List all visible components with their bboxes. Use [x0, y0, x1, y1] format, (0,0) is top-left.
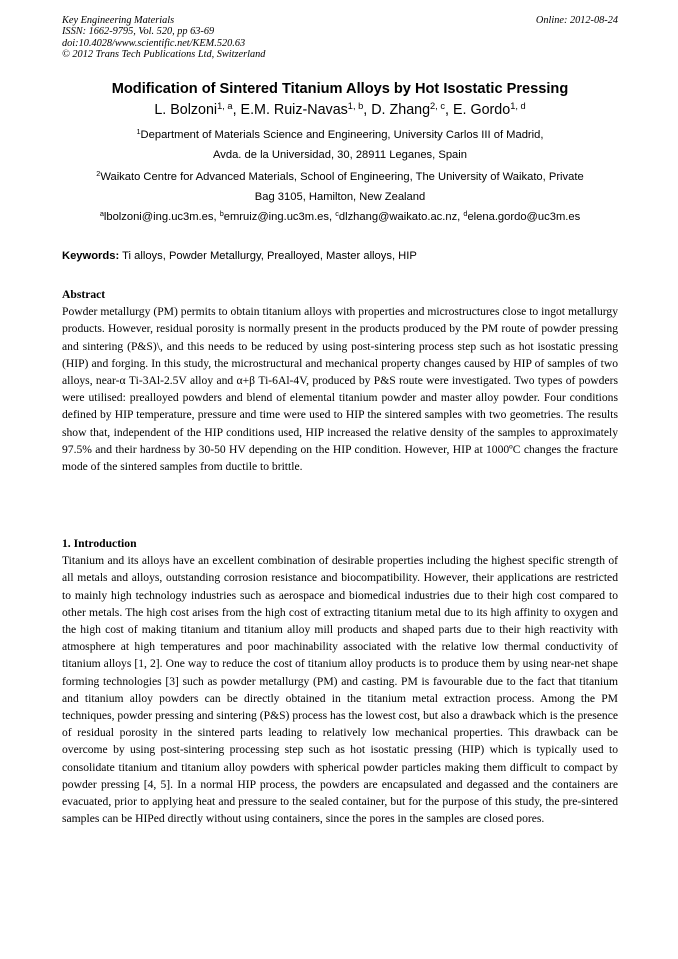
online-date: Online: 2012-08-24: [535, 15, 618, 26]
copyright-line: © 2012 Trans Tech Publications Ltd, Switzerland: [62, 49, 266, 61]
author-list: L. Bolzoni$^{1, a}$, E.M. Ruiz-Navas$^{1, b}$, D. Zhang$^{2, c}$, E. Gordo$^{1, d}$: [154, 100, 526, 118]
introduction-section: [62, 535, 618, 827]
abstract-heading: Abstract: [62, 288, 106, 301]
doi-line: doi:10.4028/www.scientific.net/KEM.520.63: [62, 37, 246, 49]
abstract-text: Powder metallurgy (PM) permits to obtain titanium alloys with properties and microstructures close to ingot metallurgy products. However, residual porosity is normally present in the products produced by the PM route of powder pressing and sintering (P&S)\, and this needs to be reduced by using post-sintering process step such as hot isostatic pressing (HIP) and forging. In this study, the microstructural and mechanical property changes caused by HIP of samples of two alloys, near-α Ti-3Al-2.5V alloy and α+β Ti-6Al-4V, produced by P&S route were investigated. Two types of powders were utilised: prealloyed powders and blend of elemental titanium powder and master alloy powder. Four conditions defined by HIP temperature, pressure and time were used to HIP the sintered samples with two geometries. The results show that, independent of the HIP conditions used, HIP increased the relative density of the samples to approximately 97.5% and their hardness by 30-50 HV depending on the HIP condition. However, HIP at 1000ºC changes the fracture mode of the sintered samples from ductile to brittle.: [62, 305, 618, 474]
paper-title: Modification of Sintered Titanium Alloys by Hot Isostatic Pressing: [111, 81, 569, 97]
issn-line: ISSN: 1662-9795, Vol. 520, pp 63-69: [62, 26, 215, 38]
keywords: [62, 248, 618, 264]
author: D. Zhang$^{2, c}$: [371, 100, 446, 118]
author: L. Bolzoni$^{1, a}$: [154, 100, 233, 118]
author: E. Gordo$^{1, d}$: [452, 100, 526, 118]
affiliation-2: $^2$Waikato Centre for Advanced Materials, School of Engineering, The University of Waikato, Private Bag 3105, Hamilton, New Zealand: [96, 169, 584, 203]
journal-header: [62, 15, 618, 61]
email-list: $^a$lbolzoni@ing.uc3m.es, $^b$emruiz@ing.uc3m.es, $^c$dlzhang@waikato.ac.nz, $^d$elena.gordo@uc3m.es: [99, 209, 581, 223]
email: lbolzoni@ing.uc3m.es,: [103, 211, 220, 223]
email: dlzhang@waikato.ac.nz,: [338, 211, 464, 223]
author: E.M. Ruiz-Navas$^{1, b}$: [240, 100, 364, 118]
keywords-text: Ti alloys, Powder Metallurgy, Prealloyed, Master alloys, HIP: [119, 250, 417, 262]
introduction-heading: 1. Introduction: [62, 537, 137, 550]
abstract-section: [62, 286, 618, 475]
email: emruiz@ing.uc3m.es,: [223, 211, 336, 223]
email: elena.gordo@uc3m.es: [467, 211, 581, 223]
introduction-text: Titanium and its alloys have an excellent combination of desirable properties including the highest specific strength of all metals and alloys, outstanding corrosion resistance and biocompatibility. However, their applications are restricted to mainly high technology industries such as aerospace and biomedical industries due to their high cost compared to other metals. The high cost arises from the high cost of extracting titanium metal due to its high affinity to oxygen and the high cost of making titanium and titanium alloy mill products and shaped parts due to their high reactivity with atmosphere at high temperatures and poor machinability associated with the relative low thermal conductivity of titanium alloys [1, 2]. One way to reduce the cost of titanium alloy products is to produce them by using near-net shape forming technologies [3] such as powder metallurgy (PM) and casting. PM is favourable due to the fact that titanium and titanium alloy powders can be directly obtained in the titanium metal extraction process. Among the PM techniques, powder pressing and sintering (P&S) process has the lowest cost, but also a drawback which is the presence of residual porosity in the sintered parts leading to relatively low mechanical properties. This drawback can be overcome by using post-sintering processing step such as hot isostatic pressing (HIP) which is typically used to consolidate titanium and titanium alloy powders with spherical powder particles making them difficult to compact by powder pressing [4, 5]. In a normal HIP process, the powders are encapsulated and degassed and the containers are evacuated, prior to applying heat and pressure to the sealed container, but for the purpose of this study, the pre-sintered samples can be HIPed directly without using containers, since the pores in the samples are closed pores.: [62, 554, 618, 826]
keywords-label: Keywords:: [62, 250, 120, 262]
journal-name: Key Engineering Materials: [62, 15, 175, 26]
affiliation-1: $^1$Department of Materials Science and Engineering, University Carlos III of Madrid, Avda. de la Universidad, 30, 28911 Leganes, Spain: [136, 127, 544, 161]
